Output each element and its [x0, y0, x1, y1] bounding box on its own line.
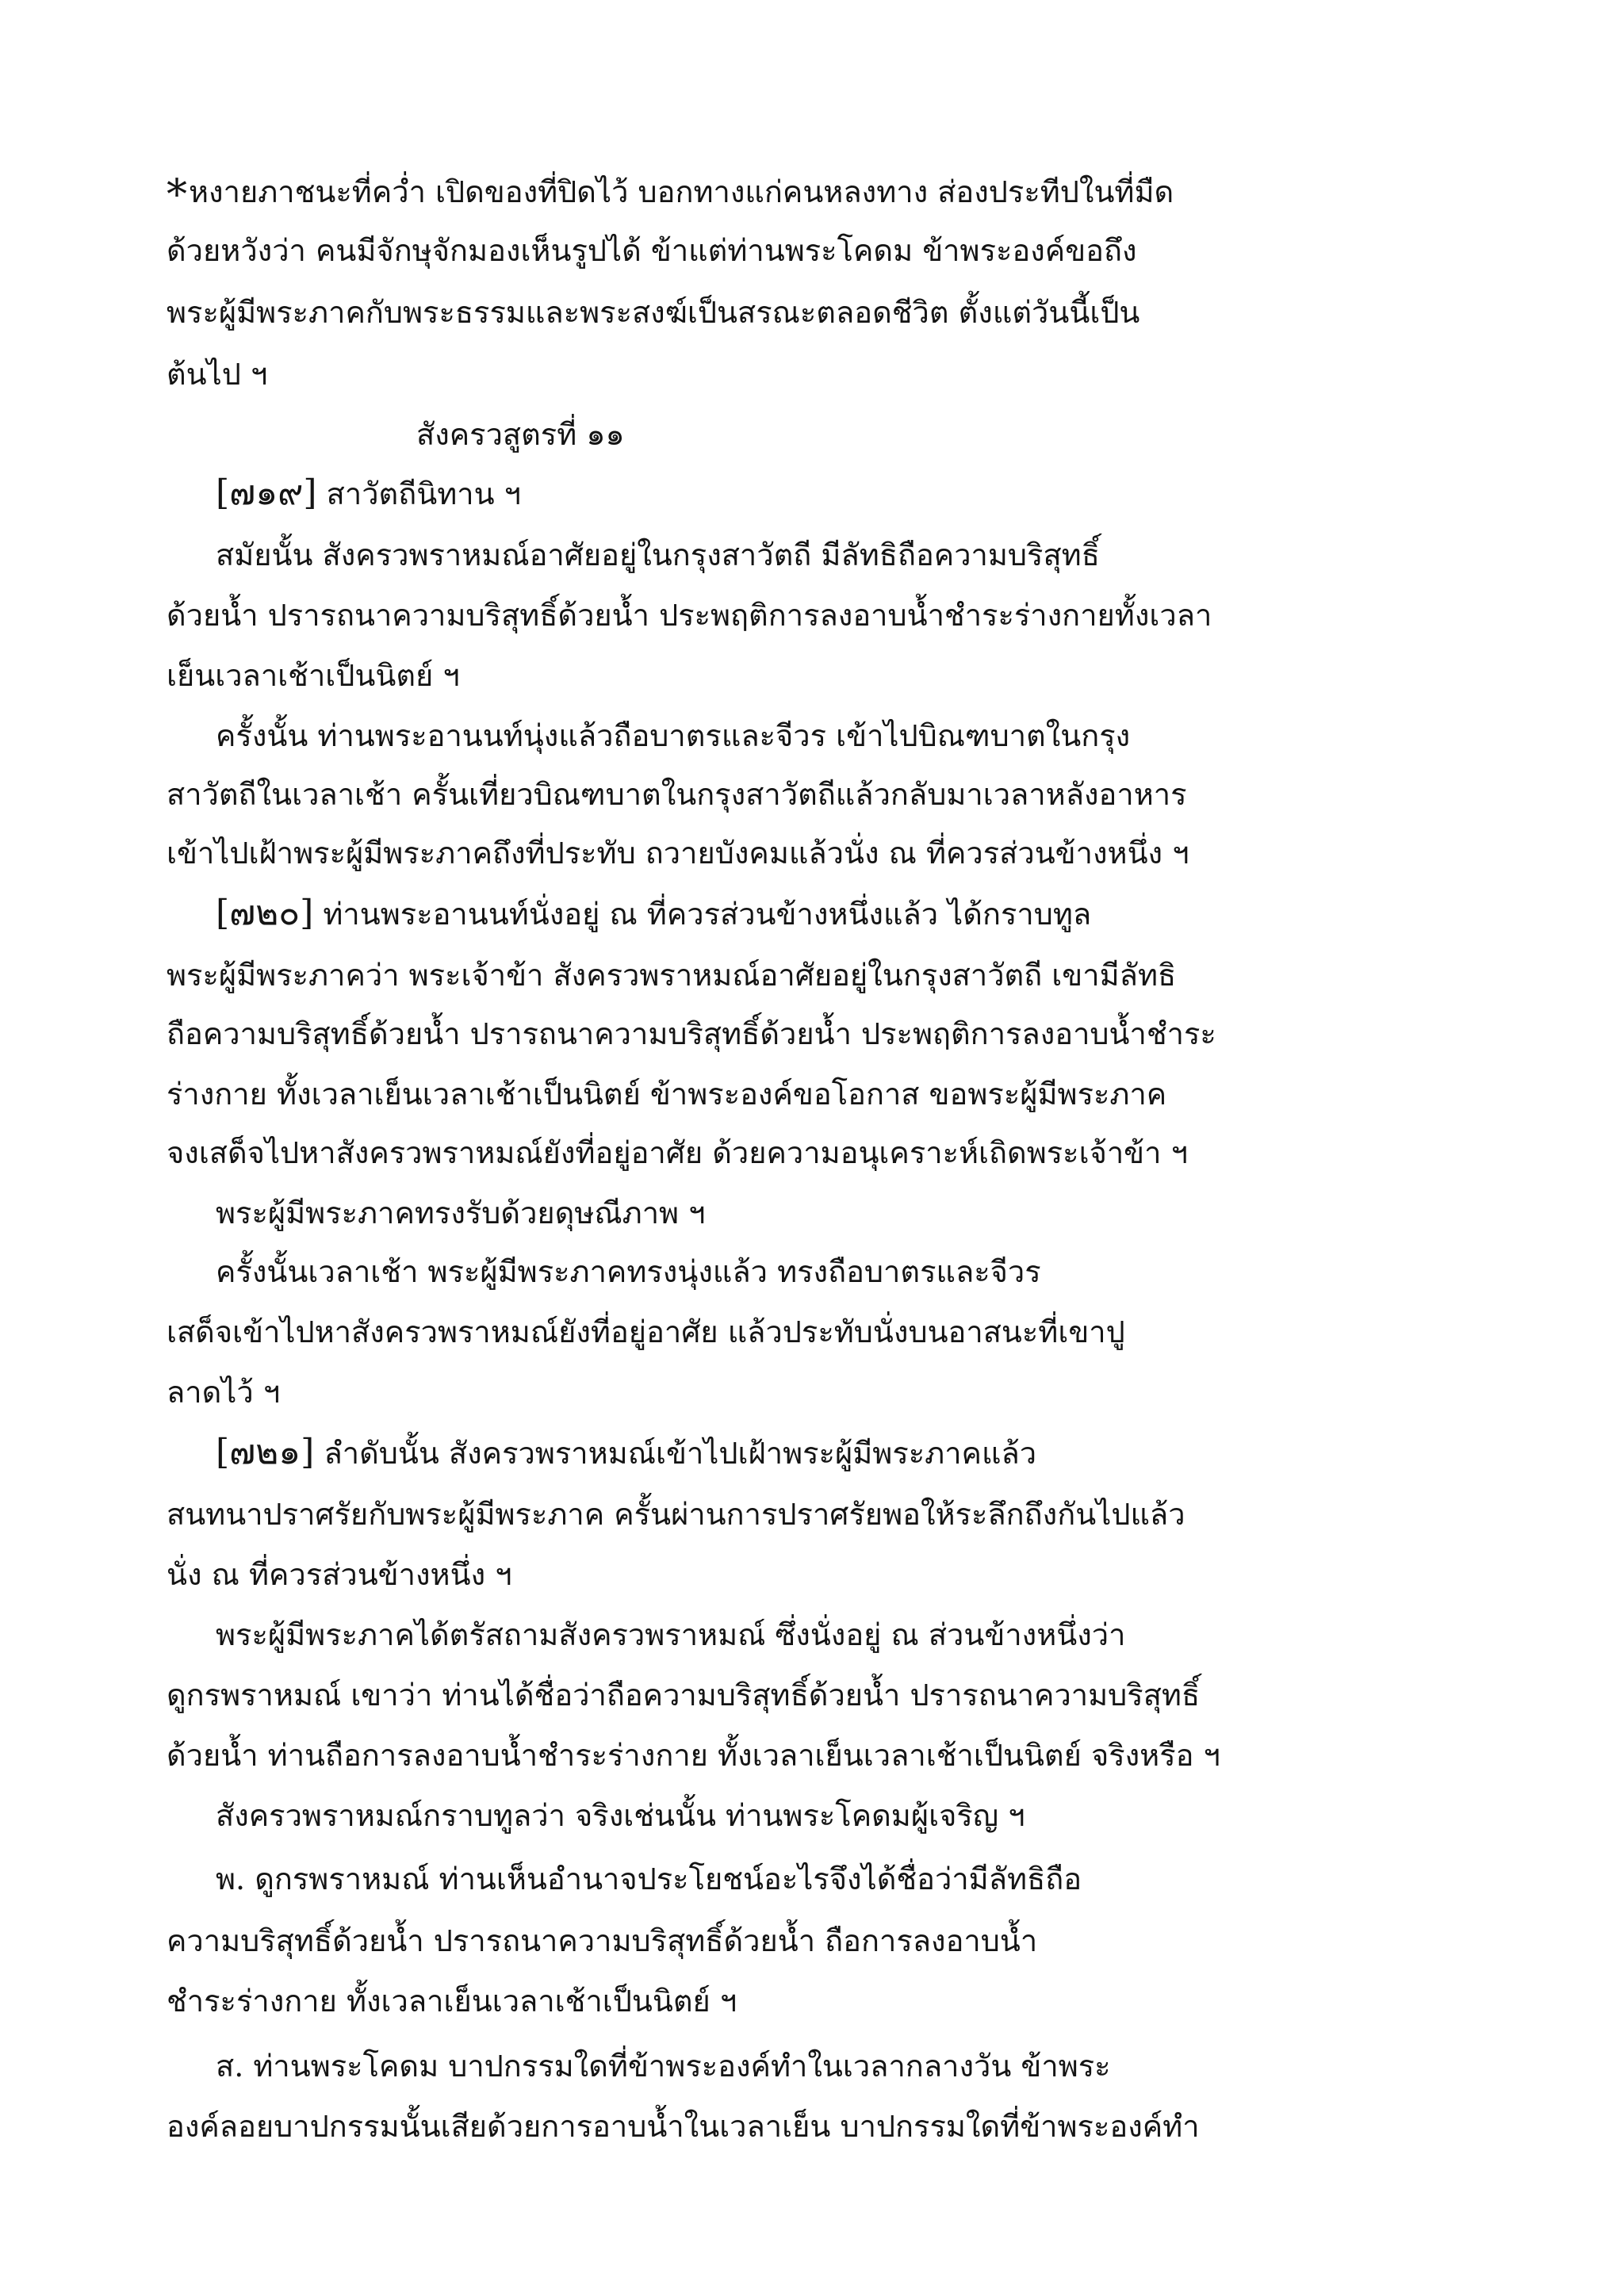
section-number: [๗๑๙]	[216, 473, 317, 513]
text-line: ด้วยหวังว่า คนมีจักษุจักมองเห็นรูปได้ ข้าแต่ท่านพระโคดม ข้าพระองค์ขอถึง	[167, 233, 1137, 268]
text-line: องค์ลอยบาปกรรมนั้นเสียด้วยการอาบน้ำในเวลาเย็น บาปกรรมใดที่ข้าพระองค์ทำ	[167, 2109, 1200, 2144]
section-number: [๗๒๐]	[216, 893, 314, 933]
section-number: [๗๒๑]	[216, 1432, 315, 1472]
text-line: ดูกรพราหมณ์ เขาว่า ท่านได้ชื่อว่าถือความบริสุทธิ์ด้วยน้ำ ปรารถนาความบริสุทธิ์	[167, 1678, 1201, 1712]
text-line: เข้าไปเฝ้าพระผู้มีพระภาคถึงที่ประทับ ถวายบังคมแล้วนั่ง ณ ที่ควรส่วนข้างหนึ่ง ฯ	[167, 836, 1189, 871]
numbered-line: [๗๒๑] ลำดับนั้น สังครวพราหมณ์เข้าไปเฝ้าพระผู้มีพระภาคแล้ว	[216, 1432, 1037, 1472]
text-line: พระผู้มีพระภาคว่า พระเจ้าข้า สังครวพราหมณ์อาศัยอยู่ในกรุงสาวัตถี เขามีลัทธิ	[167, 958, 1177, 993]
section-heading: สังครวสูตรที่ ๑๑	[416, 417, 625, 452]
text-line: เย็นเวลาเช้าเป็นนิตย์ ฯ	[167, 658, 460, 693]
text-line: สนทนาปราศรัยกับพระผู้มีพระภาค ครั้นผ่านการปราศรัยพอให้ระลึกถึงกันไปแล้ว	[167, 1497, 1185, 1532]
asterisk-marker: *	[167, 171, 187, 219]
text-line: พระผู้มีพระภาคกับพระธรรมและพระสงฆ์เป็นสรณะตลอดชีวิต ตั้งแต่วันนี้เป็น	[167, 295, 1140, 330]
text-line: ครั้งนั้น ท่านพระอานนท์นุ่งแล้วถือบาตรและจีวร เข้าไปบิณฑบาตในกรุง	[216, 718, 1131, 753]
text-line: จงเสด็จไปหาสังครวพราหมณ์ยังที่อยู่อาศัย ด้วยความอนุเคราะห์เถิดพระเจ้าข้า ฯ	[167, 1135, 1188, 1170]
numbered-line: [๗๒๐] ท่านพระอานนท์นั่งอยู่ ณ ที่ควรส่วนข้างหนึ่งแล้ว ได้กราบทูล	[216, 893, 1092, 933]
text-line: ถือความบริสุทธิ์ด้วยน้ำ ปรารถนาความบริสุทธิ์ด้วยน้ำ ประพฤติการลงอาบน้ำชำระ	[167, 1016, 1216, 1051]
text-line: นั่ง ณ ที่ควรส่วนข้างหนึ่ง ฯ	[167, 1557, 512, 1592]
text-line: ร่างกาย ทั้งเวลาเย็นเวลาเช้าเป็นนิตย์ ข้าพระองค์ขอโอกาส ขอพระผู้มีพระภาค	[167, 1077, 1167, 1112]
text-line: ครั้งนั้นเวลาเช้า พระผู้มีพระภาคทรงนุ่งแล้ว ทรงถือบาตรและจีวร	[216, 1254, 1041, 1289]
numbered-line: [๗๑๙] สาวัตถีนิทาน ฯ	[216, 473, 521, 513]
text-line: สังครวพราหมณ์กราบทูลว่า จริงเช่นนั้น ท่านพระโคดมผู้เจริญ ฯ	[216, 1798, 1025, 1833]
text-line: *หงายภาชนะที่คว่ำ เปิดของที่ปิดไว้ บอกทางแก่คนหลงทาง ส่องประทีปในที่มืด	[167, 171, 1174, 219]
text-line: ส. ท่านพระโคดม บาปกรรมใดที่ข้าพระองค์ทำในเวลากลางวัน ข้าพระ	[216, 2049, 1111, 2084]
text-line: ด้วยน้ำ ท่านถือการลงอาบน้ำชำระร่างกาย ทั้งเวลาเย็นเวลาเช้าเป็นนิตย์ จริงหรือ ฯ	[167, 1738, 1220, 1773]
text-line: สาวัตถีในเวลาเช้า ครั้นเที่ยวบิณฑบาตในกรุงสาวัตถีแล้วกลับมาเวลาหลังอาหาร	[167, 777, 1187, 812]
text-line: พระผู้มีพระภาคได้ตรัสถามสังครวพราหมณ์ ซึ่งนั่งอยู่ ณ ส่วนข้างหนึ่งว่า	[216, 1617, 1126, 1652]
text-line: ความบริสุทธิ์ด้วยน้ำ ปรารถนาความบริสุทธิ์ด้วยน้ำ ถือการลงอาบน้ำ	[167, 1923, 1038, 1958]
text-line: ลาดไว้ ฯ	[167, 1375, 281, 1410]
text-line: เสด็จเข้าไปหาสังครวพราหมณ์ยังที่อยู่อาศัย แล้วประทับนั่งบนอาสนะที่เขาปู	[167, 1314, 1125, 1349]
text-line: พระผู้มีพระภาคทรงรับด้วยดุษณีภาพ ฯ	[216, 1196, 706, 1230]
text-line: สมัยนั้น สังครวพราหมณ์อาศัยอยู่ในกรุงสาวัตถี มีลัทธิถือความบริสุทธิ์	[216, 538, 1100, 572]
text-line: พ. ดูกรพราหมณ์ ท่านเห็นอำนาจประโยชน์อะไรจึงได้ชื่อว่ามีลัทธิถือ	[216, 1862, 1082, 1896]
text-line: ด้วยน้ำ ปรารถนาความบริสุทธิ์ด้วยน้ำ ประพฤติการลงอาบน้ำชำระร่างกายทั้งเวลา	[167, 598, 1212, 633]
text-line: ชำระร่างกาย ทั้งเวลาเย็นเวลาเช้าเป็นนิตย์ ฯ	[167, 1984, 737, 2019]
text-line: ต้นไป ฯ	[167, 357, 268, 392]
